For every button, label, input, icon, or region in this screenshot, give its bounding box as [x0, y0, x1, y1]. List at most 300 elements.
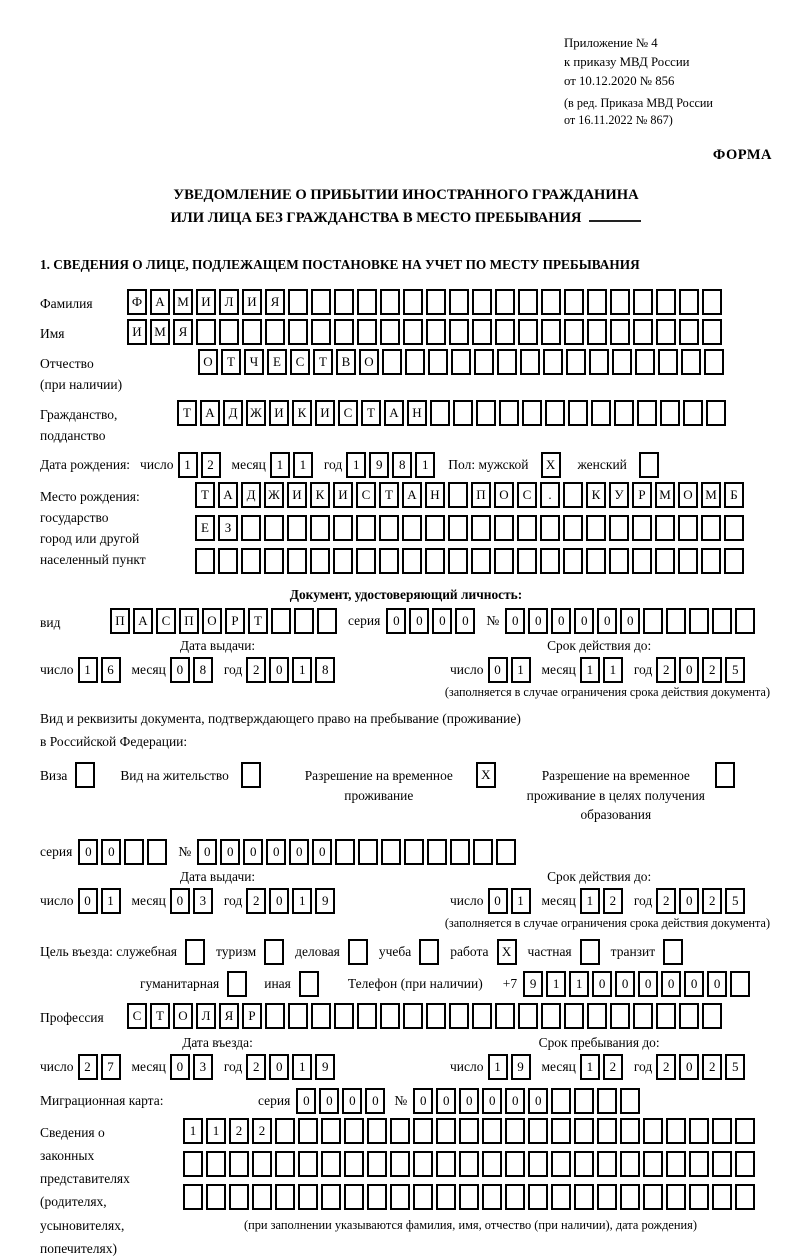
char-cell[interactable]: Т — [195, 482, 215, 508]
char-cell[interactable] — [448, 548, 468, 574]
char-cell[interactable]: 1 — [101, 888, 121, 914]
char-cell[interactable] — [451, 349, 471, 375]
char-cell[interactable]: 1 — [546, 971, 566, 997]
char-cell[interactable]: 1 — [78, 657, 98, 683]
char-cell[interactable] — [587, 1003, 607, 1029]
char-cell[interactable]: И — [127, 319, 147, 345]
char-cell[interactable]: М — [150, 319, 170, 345]
char-cell[interactable] — [311, 1003, 331, 1029]
char-cell[interactable] — [574, 1184, 594, 1210]
char-cell[interactable] — [633, 319, 653, 345]
char-cell[interactable]: 0 — [620, 608, 640, 634]
char-cell[interactable] — [357, 319, 377, 345]
char-cell[interactable] — [712, 1118, 732, 1144]
char-cell[interactable] — [495, 319, 515, 345]
char-cell[interactable] — [678, 515, 698, 541]
char-cell[interactable]: . — [540, 482, 560, 508]
char-cell[interactable] — [541, 1003, 561, 1029]
char-cell[interactable] — [344, 1151, 364, 1177]
char-cell[interactable] — [494, 548, 514, 574]
char-cell[interactable] — [288, 319, 308, 345]
char-cell[interactable]: 0 — [296, 1088, 316, 1114]
char-cell[interactable]: 5 — [725, 657, 745, 683]
char-cell[interactable]: 2 — [656, 1054, 676, 1080]
char-cell[interactable] — [367, 1118, 387, 1144]
char-cell[interactable] — [663, 939, 683, 965]
char-cell[interactable]: Н — [425, 482, 445, 508]
char-cell[interactable] — [655, 548, 675, 574]
char-cell[interactable]: З — [218, 515, 238, 541]
char-cell[interactable] — [453, 400, 473, 426]
char-cell[interactable] — [381, 839, 401, 865]
char-cell[interactable]: 9 — [523, 971, 543, 997]
char-cell[interactable] — [264, 939, 284, 965]
char-cell[interactable] — [551, 1184, 571, 1210]
char-cell[interactable] — [597, 1118, 617, 1144]
char-cell[interactable] — [472, 289, 492, 315]
char-cell[interactable] — [427, 839, 447, 865]
char-cell[interactable] — [472, 319, 492, 345]
char-cell[interactable]: Т — [361, 400, 381, 426]
char-cell[interactable] — [656, 319, 676, 345]
char-cell[interactable]: Ф — [127, 289, 147, 315]
char-cell[interactable]: Т — [248, 608, 268, 634]
char-cell[interactable] — [403, 319, 423, 345]
char-cell[interactable] — [403, 289, 423, 315]
char-cell[interactable] — [724, 515, 744, 541]
char-cell[interactable]: 1 — [488, 1054, 508, 1080]
char-cell[interactable] — [288, 1003, 308, 1029]
char-cell[interactable]: 0 — [269, 1054, 289, 1080]
char-cell[interactable]: Т — [221, 349, 241, 375]
char-cell[interactable]: 1 — [580, 888, 600, 914]
char-cell[interactable] — [724, 548, 744, 574]
char-cell[interactable] — [367, 1151, 387, 1177]
char-cell[interactable] — [566, 349, 586, 375]
char-cell[interactable] — [551, 1151, 571, 1177]
char-cell[interactable]: И — [269, 400, 289, 426]
char-cell[interactable] — [357, 289, 377, 315]
char-cell[interactable] — [413, 1118, 433, 1144]
char-cell[interactable] — [482, 1151, 502, 1177]
char-cell[interactable]: 0 — [488, 888, 508, 914]
char-cell[interactable] — [610, 1003, 630, 1029]
char-cell[interactable]: 0 — [638, 971, 658, 997]
char-cell[interactable] — [459, 1184, 479, 1210]
char-cell[interactable]: 0 — [679, 888, 699, 914]
char-cell[interactable]: О — [202, 608, 222, 634]
char-cell[interactable] — [482, 1184, 502, 1210]
char-cell[interactable] — [206, 1184, 226, 1210]
char-cell[interactable]: 1 — [206, 1118, 226, 1144]
char-cell[interactable]: К — [292, 400, 312, 426]
char-cell[interactable] — [666, 1184, 686, 1210]
char-cell[interactable] — [494, 515, 514, 541]
char-cell[interactable]: 0 — [170, 1054, 190, 1080]
char-cell[interactable]: 0 — [78, 888, 98, 914]
char-cell[interactable] — [413, 1184, 433, 1210]
char-cell[interactable]: Д — [223, 400, 243, 426]
char-cell[interactable]: 2 — [702, 657, 722, 683]
char-cell[interactable] — [612, 349, 632, 375]
char-cell[interactable] — [321, 1184, 341, 1210]
char-cell[interactable]: Д — [241, 482, 261, 508]
char-cell[interactable] — [379, 548, 399, 574]
char-cell[interactable] — [298, 1118, 318, 1144]
char-cell[interactable]: С — [517, 482, 537, 508]
char-cell[interactable] — [597, 1088, 617, 1114]
char-cell[interactable]: 0 — [386, 608, 406, 634]
char-cell[interactable]: К — [310, 482, 330, 508]
char-cell[interactable] — [505, 1151, 525, 1177]
char-cell[interactable] — [413, 1151, 433, 1177]
char-cell[interactable]: 6 — [101, 657, 121, 683]
char-cell[interactable] — [564, 289, 584, 315]
char-cell[interactable] — [497, 349, 517, 375]
char-cell[interactable] — [563, 482, 583, 508]
char-cell[interactable]: 2 — [656, 657, 676, 683]
char-cell[interactable]: М — [701, 482, 721, 508]
char-cell[interactable] — [589, 349, 609, 375]
char-cell[interactable]: 0 — [592, 971, 612, 997]
char-cell[interactable]: П — [471, 482, 491, 508]
char-cell[interactable] — [528, 1184, 548, 1210]
char-cell[interactable]: К — [586, 482, 606, 508]
char-cell[interactable]: 1 — [270, 452, 290, 478]
char-cell[interactable] — [715, 762, 735, 788]
char-cell[interactable] — [541, 319, 561, 345]
char-cell[interactable]: 0 — [413, 1088, 433, 1114]
char-cell[interactable] — [425, 548, 445, 574]
char-cell[interactable]: Т — [313, 349, 333, 375]
char-cell[interactable] — [380, 319, 400, 345]
char-cell[interactable]: 1 — [178, 452, 198, 478]
char-cell[interactable]: Т — [150, 1003, 170, 1029]
checkbox-temp-residence[interactable] — [476, 762, 499, 788]
char-cell[interactable]: 0 — [289, 839, 309, 865]
char-cell[interactable]: 0 — [661, 971, 681, 997]
char-cell[interactable] — [298, 1184, 318, 1210]
checkbox-temp-residence-edu[interactable] — [715, 762, 738, 788]
char-cell[interactable]: О — [198, 349, 218, 375]
char-cell[interactable] — [195, 548, 215, 574]
char-cell[interactable] — [298, 1151, 318, 1177]
char-cell[interactable] — [702, 1003, 722, 1029]
char-cell[interactable] — [496, 839, 516, 865]
char-cell[interactable]: 0 — [505, 608, 525, 634]
char-cell[interactable]: 1 — [580, 657, 600, 683]
char-cell[interactable]: 0 — [707, 971, 727, 997]
char-cell[interactable]: 1 — [346, 452, 366, 478]
char-cell[interactable]: 1 — [183, 1118, 203, 1144]
char-cell[interactable] — [632, 515, 652, 541]
char-cell[interactable]: 3 — [193, 888, 213, 914]
char-cell[interactable]: С — [338, 400, 358, 426]
char-cell[interactable]: 0 — [197, 839, 217, 865]
char-cell[interactable] — [679, 289, 699, 315]
char-cell[interactable] — [702, 289, 722, 315]
char-cell[interactable]: 1 — [511, 657, 531, 683]
char-cell[interactable] — [689, 608, 709, 634]
char-cell[interactable]: Б — [724, 482, 744, 508]
char-cell[interactable]: А — [200, 400, 220, 426]
char-cell[interactable]: 0 — [409, 608, 429, 634]
char-cell[interactable]: 5 — [725, 888, 745, 914]
char-cell[interactable]: 1 — [603, 657, 623, 683]
char-cell[interactable] — [459, 1118, 479, 1144]
char-cell[interactable] — [712, 608, 732, 634]
char-cell[interactable]: 0 — [436, 1088, 456, 1114]
char-cell[interactable] — [299, 971, 319, 997]
char-cell[interactable] — [449, 1003, 469, 1029]
char-cell[interactable] — [730, 971, 750, 997]
char-cell[interactable] — [264, 548, 284, 574]
char-cell[interactable]: 0 — [679, 657, 699, 683]
char-cell[interactable]: 9 — [369, 452, 389, 478]
char-cell[interactable] — [666, 608, 686, 634]
char-cell[interactable]: 0 — [615, 971, 635, 997]
char-cell[interactable] — [147, 839, 167, 865]
char-cell[interactable] — [183, 1151, 203, 1177]
char-cell[interactable] — [310, 515, 330, 541]
char-cell[interactable]: В — [336, 349, 356, 375]
char-cell[interactable] — [183, 1184, 203, 1210]
char-cell[interactable]: 0 — [551, 608, 571, 634]
char-cell[interactable] — [344, 1184, 364, 1210]
char-cell[interactable] — [264, 515, 284, 541]
char-cell[interactable] — [357, 1003, 377, 1029]
char-cell[interactable] — [528, 1151, 548, 1177]
char-cell[interactable]: 0 — [574, 608, 594, 634]
char-cell[interactable] — [620, 1088, 640, 1114]
char-cell[interactable]: 0 — [528, 1088, 548, 1114]
char-cell[interactable]: П — [179, 608, 199, 634]
char-cell[interactable] — [358, 839, 378, 865]
char-cell[interactable]: 3 — [193, 1054, 213, 1080]
checkbox-residence-permit[interactable] — [241, 762, 264, 788]
char-cell[interactable]: 1 — [293, 452, 313, 478]
char-cell[interactable] — [476, 400, 496, 426]
char-cell[interactable] — [591, 400, 611, 426]
char-cell[interactable]: 0 — [342, 1088, 362, 1114]
char-cell[interactable]: 2 — [201, 452, 221, 478]
char-cell[interactable] — [402, 548, 422, 574]
char-cell[interactable]: 2 — [229, 1118, 249, 1144]
char-cell[interactable] — [620, 1151, 640, 1177]
char-cell[interactable] — [402, 515, 422, 541]
char-cell[interactable] — [495, 1003, 515, 1029]
char-cell[interactable]: 2 — [603, 1054, 623, 1080]
char-cell[interactable] — [288, 289, 308, 315]
char-cell[interactable]: Р — [225, 608, 245, 634]
char-cell[interactable] — [495, 289, 515, 315]
char-cell[interactable]: О — [494, 482, 514, 508]
checkbox-purpose-transit[interactable] — [663, 939, 686, 965]
char-cell[interactable]: X — [497, 939, 517, 965]
char-cell[interactable] — [520, 349, 540, 375]
char-cell[interactable] — [472, 1003, 492, 1029]
char-cell[interactable] — [735, 1151, 755, 1177]
char-cell[interactable]: 0 — [482, 1088, 502, 1114]
char-cell[interactable] — [689, 1118, 709, 1144]
char-cell[interactable] — [735, 1184, 755, 1210]
char-cell[interactable] — [390, 1118, 410, 1144]
char-cell[interactable]: 0 — [597, 608, 617, 634]
char-cell[interactable] — [275, 1184, 295, 1210]
char-cell[interactable] — [637, 400, 657, 426]
char-cell[interactable] — [271, 608, 291, 634]
char-cell[interactable]: А — [402, 482, 422, 508]
char-cell[interactable] — [551, 1118, 571, 1144]
char-cell[interactable]: Я — [219, 1003, 239, 1029]
char-cell[interactable] — [459, 1151, 479, 1177]
char-cell[interactable] — [666, 1118, 686, 1144]
char-cell[interactable] — [241, 515, 261, 541]
char-cell[interactable]: 8 — [193, 657, 213, 683]
char-cell[interactable] — [334, 289, 354, 315]
char-cell[interactable] — [448, 482, 468, 508]
char-cell[interactable]: 0 — [266, 839, 286, 865]
char-cell[interactable]: 0 — [684, 971, 704, 997]
char-cell[interactable] — [541, 289, 561, 315]
char-cell[interactable]: С — [290, 349, 310, 375]
char-cell[interactable] — [449, 289, 469, 315]
char-cell[interactable]: А — [218, 482, 238, 508]
char-cell[interactable] — [702, 319, 722, 345]
char-cell[interactable] — [321, 1118, 341, 1144]
char-cell[interactable]: 5 — [725, 1054, 745, 1080]
char-cell[interactable]: Т — [177, 400, 197, 426]
char-cell[interactable] — [252, 1184, 272, 1210]
char-cell[interactable]: 2 — [246, 1054, 266, 1080]
char-cell[interactable]: 7 — [101, 1054, 121, 1080]
char-cell[interactable] — [241, 762, 261, 788]
char-cell[interactable] — [564, 1003, 584, 1029]
char-cell[interactable] — [610, 289, 630, 315]
char-cell[interactable]: 0 — [459, 1088, 479, 1114]
char-cell[interactable]: А — [133, 608, 153, 634]
char-cell[interactable] — [404, 839, 424, 865]
char-cell[interactable] — [311, 289, 331, 315]
char-cell[interactable] — [597, 1184, 617, 1210]
char-cell[interactable]: Ж — [246, 400, 266, 426]
char-cell[interactable] — [614, 400, 634, 426]
checkbox-purpose-private[interactable] — [580, 939, 603, 965]
char-cell[interactable] — [334, 1003, 354, 1029]
char-cell[interactable] — [124, 839, 144, 865]
char-cell[interactable]: 1 — [569, 971, 589, 997]
char-cell[interactable] — [545, 400, 565, 426]
char-cell[interactable] — [679, 319, 699, 345]
char-cell[interactable] — [430, 400, 450, 426]
char-cell[interactable]: И — [333, 482, 353, 508]
char-cell[interactable]: 0 — [319, 1088, 339, 1114]
char-cell[interactable] — [643, 1118, 663, 1144]
char-cell[interactable] — [252, 1151, 272, 1177]
char-cell[interactable] — [643, 1151, 663, 1177]
char-cell[interactable]: 0 — [488, 657, 508, 683]
char-cell[interactable]: Я — [173, 319, 193, 345]
char-cell[interactable] — [568, 400, 588, 426]
char-cell[interactable]: 9 — [315, 1054, 335, 1080]
char-cell[interactable]: 0 — [101, 839, 121, 865]
char-cell[interactable] — [334, 319, 354, 345]
char-cell[interactable]: 1 — [292, 657, 312, 683]
char-cell[interactable]: И — [287, 482, 307, 508]
char-cell[interactable] — [517, 515, 537, 541]
char-cell[interactable] — [356, 515, 376, 541]
char-cell[interactable] — [610, 319, 630, 345]
char-cell[interactable] — [518, 1003, 538, 1029]
checkbox-purpose-other[interactable] — [299, 971, 322, 997]
char-cell[interactable] — [499, 400, 519, 426]
char-cell[interactable] — [517, 548, 537, 574]
char-cell[interactable] — [704, 349, 724, 375]
char-cell[interactable]: Ч — [244, 349, 264, 375]
checkbox-purpose-business[interactable] — [348, 939, 371, 965]
char-cell[interactable]: М — [655, 482, 675, 508]
char-cell[interactable] — [335, 839, 355, 865]
char-cell[interactable] — [681, 349, 701, 375]
char-cell[interactable] — [689, 1184, 709, 1210]
char-cell[interactable] — [574, 1088, 594, 1114]
char-cell[interactable] — [426, 289, 446, 315]
char-cell[interactable] — [450, 839, 470, 865]
char-cell[interactable]: О — [359, 349, 379, 375]
char-cell[interactable] — [574, 1151, 594, 1177]
char-cell[interactable] — [380, 289, 400, 315]
char-cell[interactable] — [426, 1003, 446, 1029]
char-cell[interactable] — [620, 1184, 640, 1210]
char-cell[interactable] — [428, 349, 448, 375]
char-cell[interactable]: У — [609, 482, 629, 508]
char-cell[interactable] — [574, 1118, 594, 1144]
char-cell[interactable]: 2 — [702, 888, 722, 914]
char-cell[interactable] — [310, 548, 330, 574]
char-cell[interactable] — [321, 1151, 341, 1177]
char-cell[interactable] — [666, 1151, 686, 1177]
char-cell[interactable] — [620, 1118, 640, 1144]
char-cell[interactable] — [227, 971, 247, 997]
char-cell[interactable] — [449, 319, 469, 345]
char-cell[interactable] — [656, 289, 676, 315]
char-cell[interactable] — [586, 515, 606, 541]
char-cell[interactable] — [390, 1184, 410, 1210]
char-cell[interactable]: О — [678, 482, 698, 508]
char-cell[interactable]: 0 — [220, 839, 240, 865]
char-cell[interactable] — [436, 1184, 456, 1210]
char-cell[interactable]: Л — [196, 1003, 216, 1029]
char-cell[interactable] — [655, 515, 675, 541]
char-cell[interactable] — [474, 349, 494, 375]
char-cell[interactable]: Я — [265, 289, 285, 315]
char-cell[interactable] — [75, 762, 95, 788]
char-cell[interactable] — [735, 1118, 755, 1144]
char-cell[interactable]: И — [242, 289, 262, 315]
char-cell[interactable]: 2 — [603, 888, 623, 914]
char-cell[interactable]: X — [476, 762, 496, 788]
char-cell[interactable] — [265, 1003, 285, 1029]
char-cell[interactable] — [317, 608, 337, 634]
char-cell[interactable] — [712, 1184, 732, 1210]
char-cell[interactable] — [712, 1151, 732, 1177]
char-cell[interactable] — [551, 1088, 571, 1114]
char-cell[interactable] — [528, 1118, 548, 1144]
char-cell[interactable]: 0 — [528, 608, 548, 634]
char-cell[interactable] — [229, 1151, 249, 1177]
char-cell[interactable]: 9 — [511, 1054, 531, 1080]
char-cell[interactable]: А — [150, 289, 170, 315]
